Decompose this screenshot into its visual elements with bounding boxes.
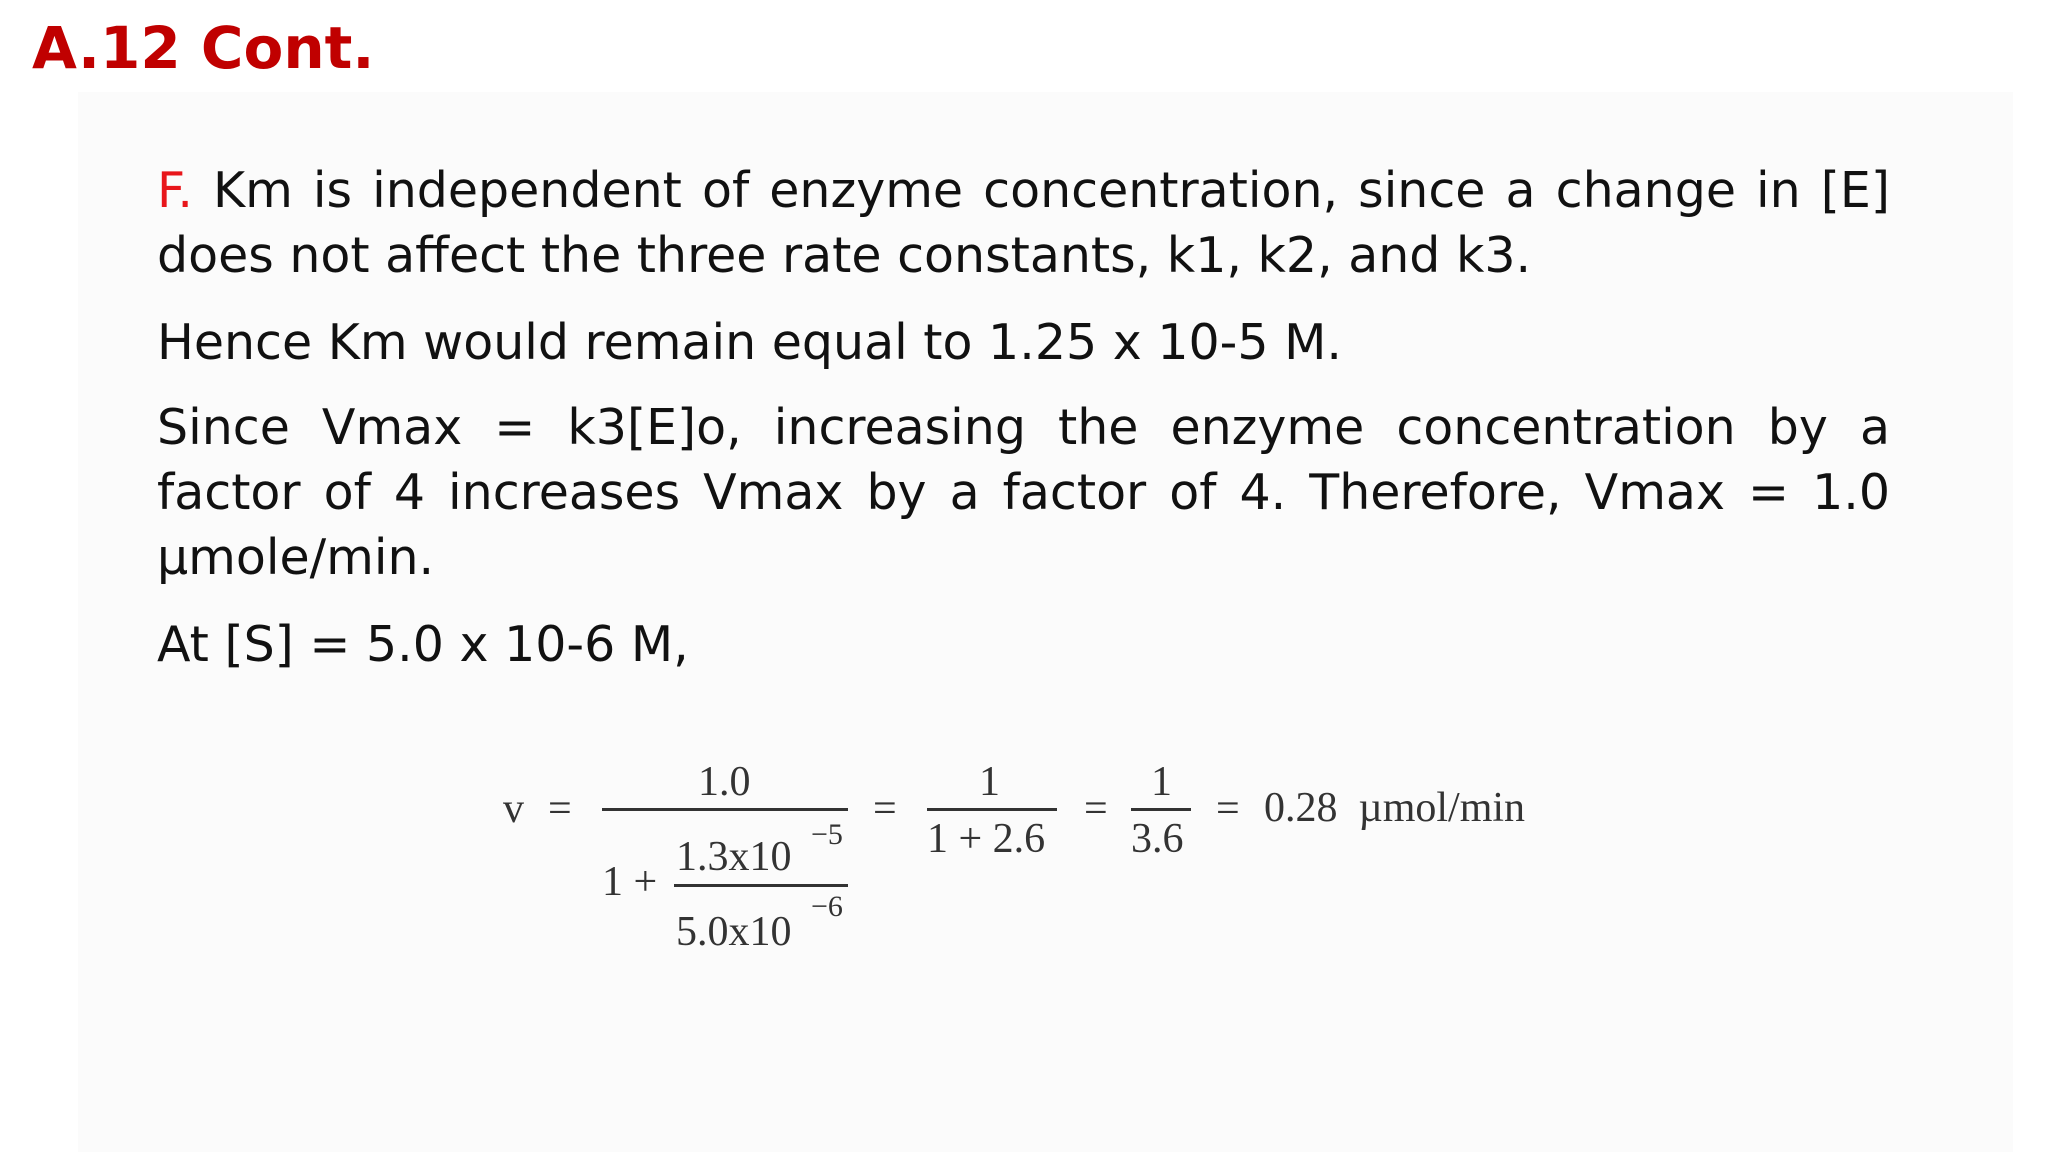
- eq-equals-4: =: [1216, 786, 1240, 832]
- eq-inner-denominator-exponent: −6: [811, 890, 843, 923]
- eq-equals-3: =: [1084, 786, 1108, 832]
- paragraph-f-text: Km is independent of enzyme concentration, since a change in [E] does not affect the three rate constants, k1, k2, and k3.: [157, 162, 1890, 284]
- eq-result: 0.28 µmol/min: [1264, 785, 1526, 831]
- eq-fraction3-numerator: 1: [1151, 759, 1172, 805]
- eq-equals-2: =: [873, 786, 897, 832]
- eq-inner-fraction-bar: [674, 884, 848, 887]
- paragraph-vmax: Since Vmax = k3[E]o, increasing the enzyme concentration by a factor of 4 increases Vmax by a factor of 4. Therefore, Vmax = 1.0 µmole/min.: [157, 399, 1890, 586]
- eq-equals-1: =: [548, 786, 572, 832]
- eq-fraction1-one-plus: 1 +: [602, 859, 658, 905]
- eq-fraction3-bar: [1131, 808, 1191, 811]
- item-marker: F.: [157, 162, 193, 219]
- eq-inner-denominator-base: 5.0x10: [676, 909, 792, 955]
- eq-fraction2-numerator: 1: [979, 759, 1000, 805]
- body-text: [157, 158, 1890, 699]
- paragraph-km: Hence Km would remain equal to 1.25 x 10-5 M.: [157, 314, 1342, 371]
- eq-inner-numerator-exponent: −5: [811, 818, 843, 851]
- eq-fraction3-denominator: 3.6: [1131, 816, 1184, 862]
- eq-fraction1-numerator: 1.0: [698, 759, 751, 805]
- eq-fraction2-bar: [927, 808, 1057, 811]
- eq-fraction2-denominator: 1 + 2.6: [927, 816, 1046, 862]
- eq-inner-numerator-base: 1.3x10: [676, 834, 792, 880]
- paragraph-substrate: At [S] = 5.0 x 10-6 M,: [157, 616, 689, 673]
- eq-fraction1-bar: [602, 808, 848, 811]
- paragraph-f: [157, 158, 1890, 288]
- slide-title: A.12 Cont.: [32, 14, 375, 82]
- eq-lhs: v: [503, 786, 524, 832]
